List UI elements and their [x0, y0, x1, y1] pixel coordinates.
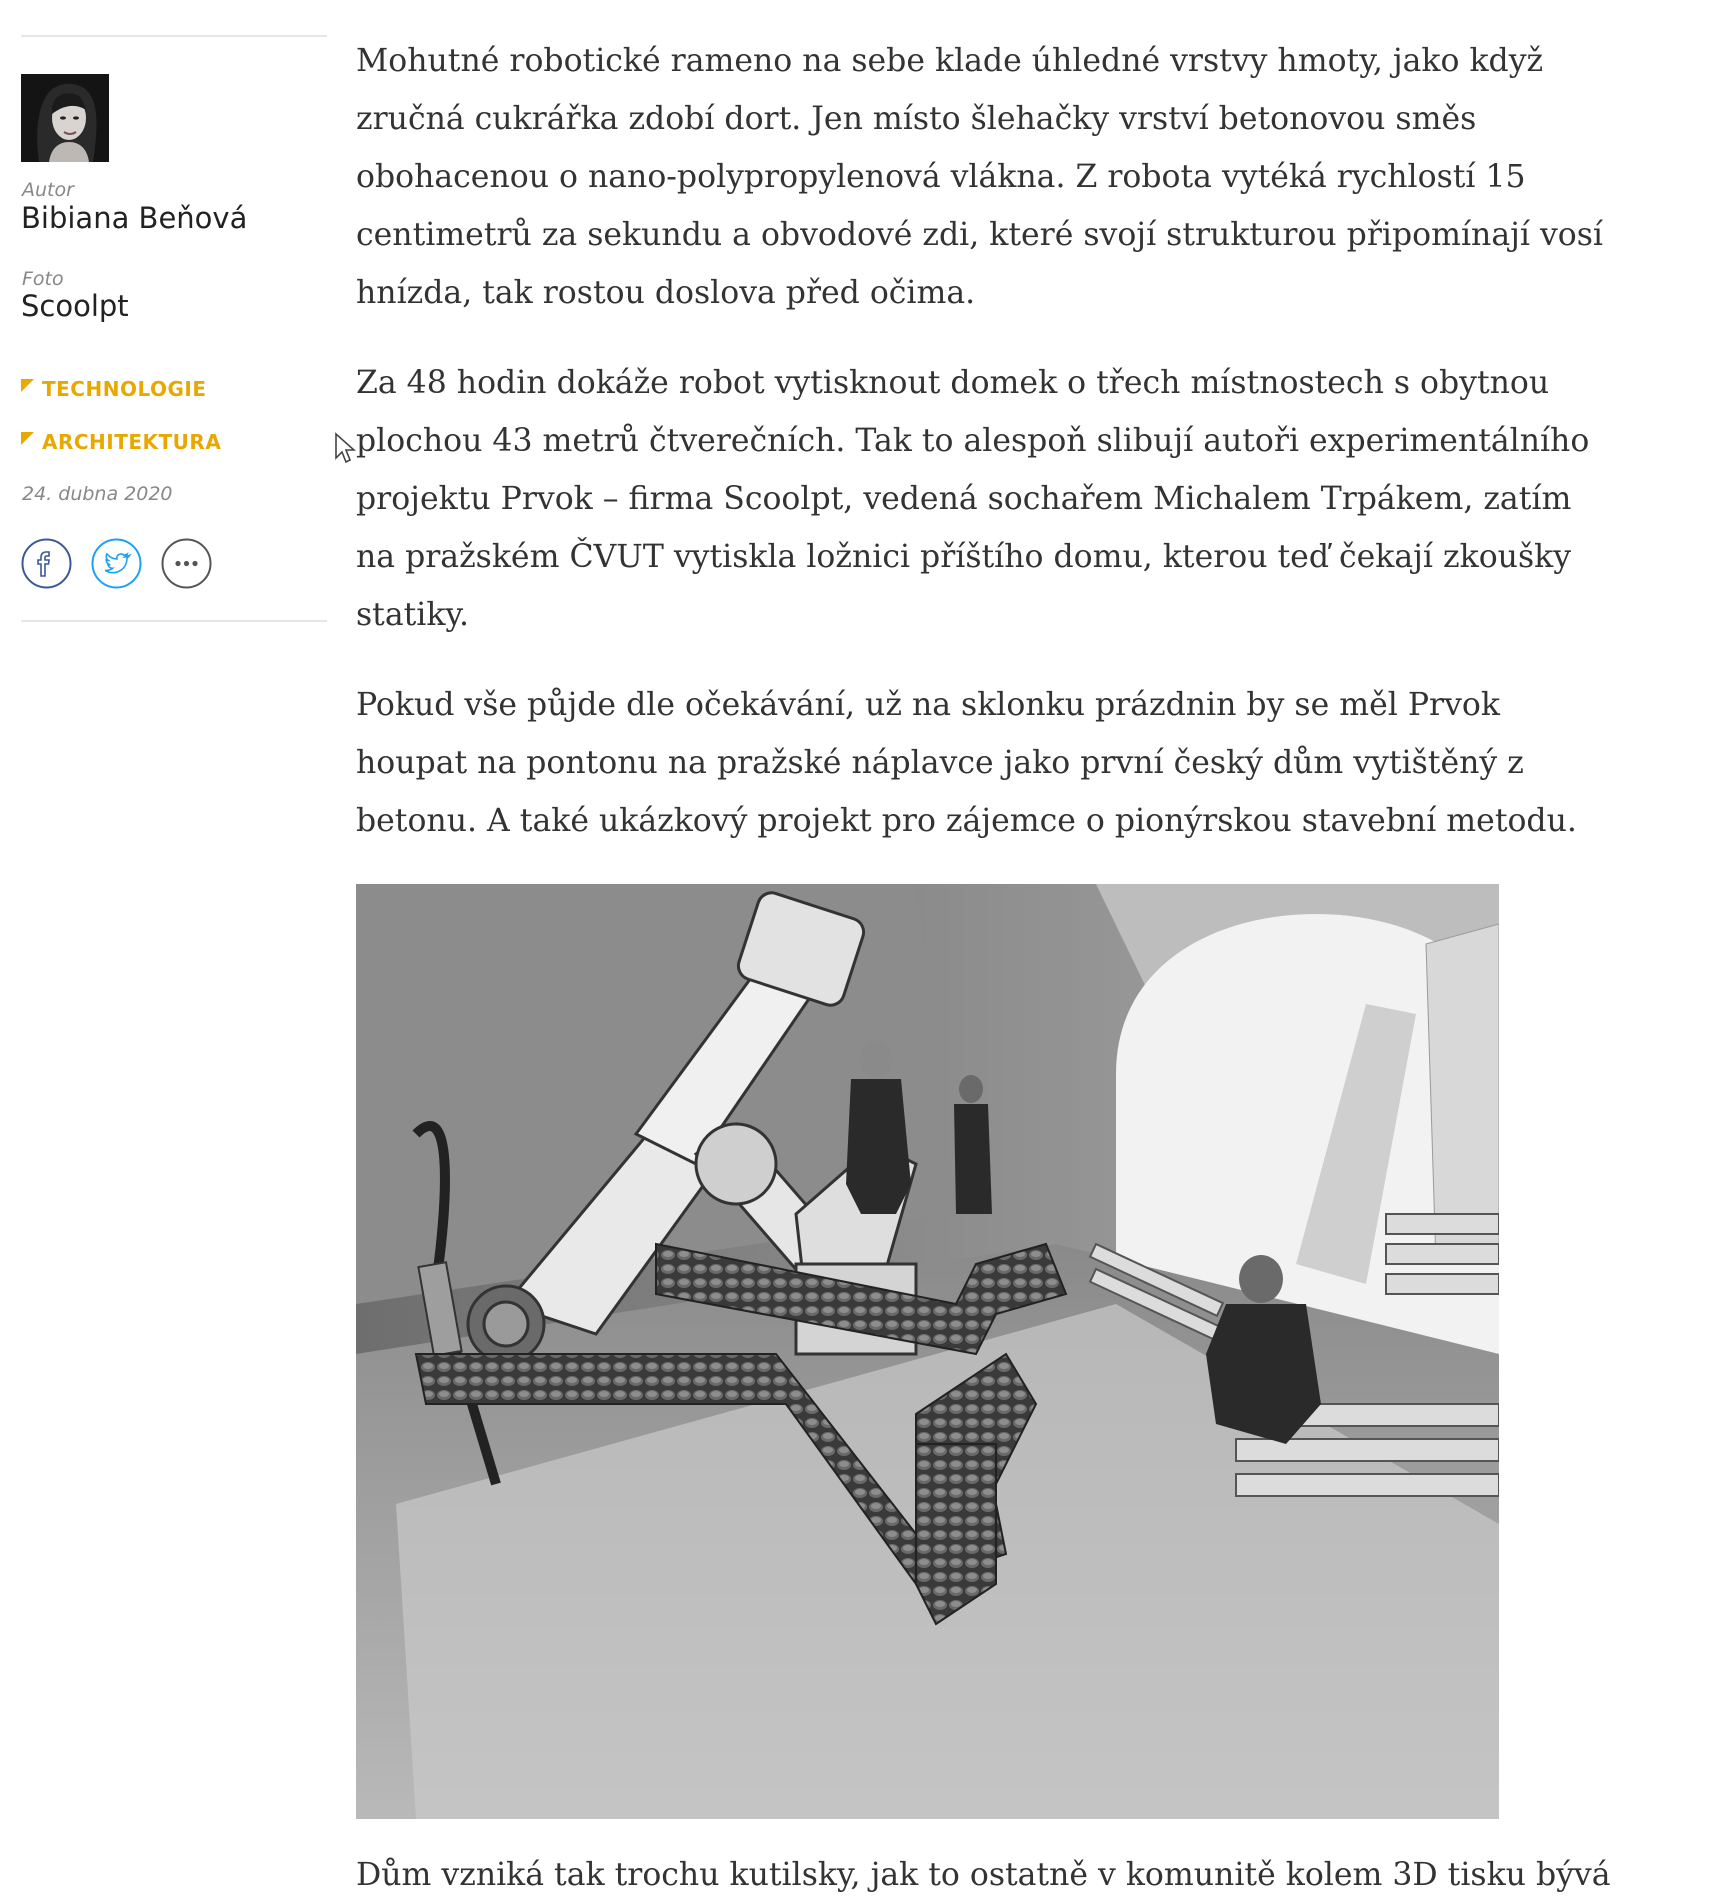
article-photo[interactable]	[356, 884, 1499, 1819]
facebook-icon	[21, 538, 72, 589]
article-paragraph: Mohutné robotické rameno na sebe klade úhledné vrstvy hmoty, jako když zručná cukrářka zdobí dort. Jen místo šlehačky vrství betonovou směs obohacenou o nano-polypropylenová vlákna. Z robota vytéká rychlostí 15 centimetrů za sekundu a obvodové zdi, které svojí strukturou připomínají vosí hnízda, tak rostou doslova před očima.	[356, 43, 1603, 311]
photo-credit: Scoolpt	[21, 289, 129, 323]
twitter-icon	[91, 538, 142, 589]
share-twitter-button[interactable]	[91, 538, 142, 589]
share-more-button[interactable]	[161, 538, 212, 589]
tag-flag-icon	[21, 432, 34, 445]
article-meta-sidebar	[21, 35, 327, 505]
article-paragraph: Pokud vše půjde dle očekávání, už na sklonku prázdnin by se měl Prvok houpat na pontonu na pražské náplavce jako první český dům vytištěný z betonu. A také ukázkový projekt pro zájemce o pionýrskou stavební metodu.	[356, 687, 1577, 839]
mouse-cursor-icon	[334, 432, 356, 468]
tag-flag-icon	[21, 379, 34, 392]
article-body	[356, 32, 1606, 882]
article-paragraph: Za 48 hodin dokáže robot vytisknout domek o třech místnostech s obytnou plochou 43 metrů čtverečních. Tak to alespoň slibují autoři experimentálního projektu Prvok – firma Scoolpt, vedená sochařem Michalem Trpákem, zatím na pražském ČVUT vytiskla ložnici příštího domu, kterou teď čekají zkoušky statiky.	[356, 365, 1590, 633]
bottom-divider	[21, 620, 327, 622]
share-facebook-button[interactable]	[21, 538, 72, 589]
tag-architektura[interactable]	[21, 430, 221, 454]
photo-label: Foto	[22, 268, 64, 290]
article-paragraph: Dům vzniká tak trochu kutilsky, jak to ostatně v komunitě kolem 3D tisku bývá	[356, 1857, 1611, 1893]
top-divider	[21, 35, 327, 37]
author-name[interactable]: Bibiana Beňová	[21, 201, 248, 235]
author-avatar[interactable]	[21, 74, 109, 162]
author-label: Autor	[22, 179, 74, 201]
publish-date: 24. dubna 2020	[22, 483, 173, 505]
more-icon	[161, 538, 212, 589]
tag-technologie[interactable]	[21, 377, 207, 401]
tag-label: ARCHITEKTURA	[42, 430, 222, 454]
tag-label: TECHNOLOGIE	[42, 377, 207, 401]
